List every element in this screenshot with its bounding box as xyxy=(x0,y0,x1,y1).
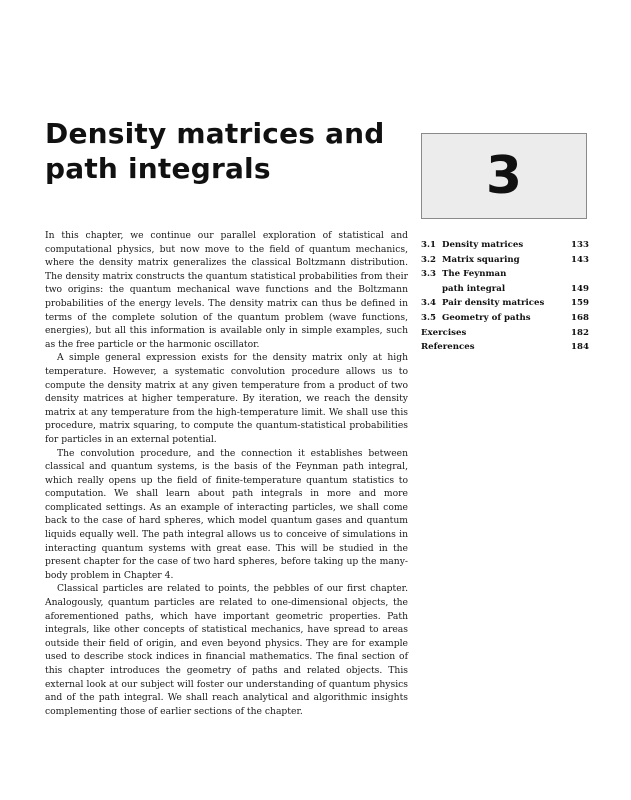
toc-entry xyxy=(421,311,591,326)
body-paragraph: Classical particles are related to points, the pebbles of our first chapter. Analogously, quantum particles are related to one-dimensional objects, the aforementioned paths, which have important geometric properties. Path integrals, like other concepts of statistical mechanics, have spread to areas outside their field of origin, and even beyond physics. They are for example used to describe stock indices in financial mathematics. The final section of this chapter introduces the geometry of paths and related objects. This external look at our subject will foster our understanding of quantum physics and of the path integral. We shall reach analytical and algorithmic insights complementing those of earlier sections of the chapter. xyxy=(45,583,408,717)
toc-page-number: 184 xyxy=(571,342,589,353)
toc-page-number: 133 xyxy=(571,240,589,250)
toc-section-title: Pair density matrices xyxy=(442,298,545,309)
toc-page-number: 182 xyxy=(571,327,589,338)
toc-section-title: Geometry of paths xyxy=(442,312,531,323)
toc-page-number: 168 xyxy=(571,312,589,323)
body-paragraph: In this chapter, we continue our parallel exploration of statistical and computational physics, but now move to the field of quantum mechanics, where the density matrix generalizes the classical Boltzmann distribution. The density matrix constructs the quantum statistical probabilities from their two origins: the quantum mechanical wave functions and the Boltzmann probabilities of the energy levels. The density matrix can thus be defined in terms of the complete solution of the quantum problem (wave functions, energies), but all this information is available only in simple examples, such as the free particle or the harmonic oscillator. xyxy=(45,230,408,350)
toc-section-title: Exercises xyxy=(421,327,467,338)
toc-section-title: Density matrices xyxy=(442,240,524,250)
toc-entry xyxy=(421,326,591,341)
chapter-contents xyxy=(421,238,591,355)
toc-section-title: References xyxy=(421,342,475,353)
chapter-introduction xyxy=(45,229,408,718)
toc-section-title: Matrix squaring xyxy=(442,254,520,265)
toc-entry xyxy=(421,340,591,355)
toc-section-number: 3.3 xyxy=(421,269,436,280)
toc-entry xyxy=(421,296,591,311)
toc-entry xyxy=(421,253,591,268)
toc-entry xyxy=(421,238,591,253)
chapter-number: 3 xyxy=(485,146,522,206)
body-paragraph: The convolution procedure, and the connection it establishes between classical and quantum systems, is the basis of the Feynman path integral, which really opens up the field of finite-temperature quantum statistics to computation. We shall learn about path integrals in more and more complicated settings. As an example of interacting particles, we shall come back to the case of hard spheres, which model quantum gases and quantum liquids equally well. The path integral allows us to conceive of simulations in interacting quantum systems with great ease. This will be studied in the present chapter for the case of two hard spheres, before taking up the many-body problem in Chapter 4. xyxy=(45,447,408,581)
chapter-title: Density matrices and path integrals xyxy=(45,117,385,185)
toc-section-number: 3.1 xyxy=(421,240,436,250)
toc-section-title: The Feynman path integral xyxy=(442,269,507,294)
toc-section-number: 3.4 xyxy=(421,298,436,309)
toc-page-number: 149 xyxy=(571,283,589,294)
toc-section-number: 3.5 xyxy=(421,312,436,323)
toc-entry xyxy=(421,267,591,296)
toc-page-number: 143 xyxy=(571,254,589,265)
toc-page-number: 159 xyxy=(571,298,589,309)
toc-section-number: 3.2 xyxy=(421,254,436,265)
body-paragraph: A simple general expression exists for the density matrix only at high temperature. However, a systematic convolution procedure allows us to compute the density matrix at any given temperature from a product of two density matrices at higher temperature. By iteration, we reach the density matrix at any temperature from the high-temperature limit. We shall use this procedure, matrix squaring, to compute the quantum-statistical probabilities for particles in an external potential. xyxy=(45,352,408,445)
chapter-number-box xyxy=(421,133,587,219)
